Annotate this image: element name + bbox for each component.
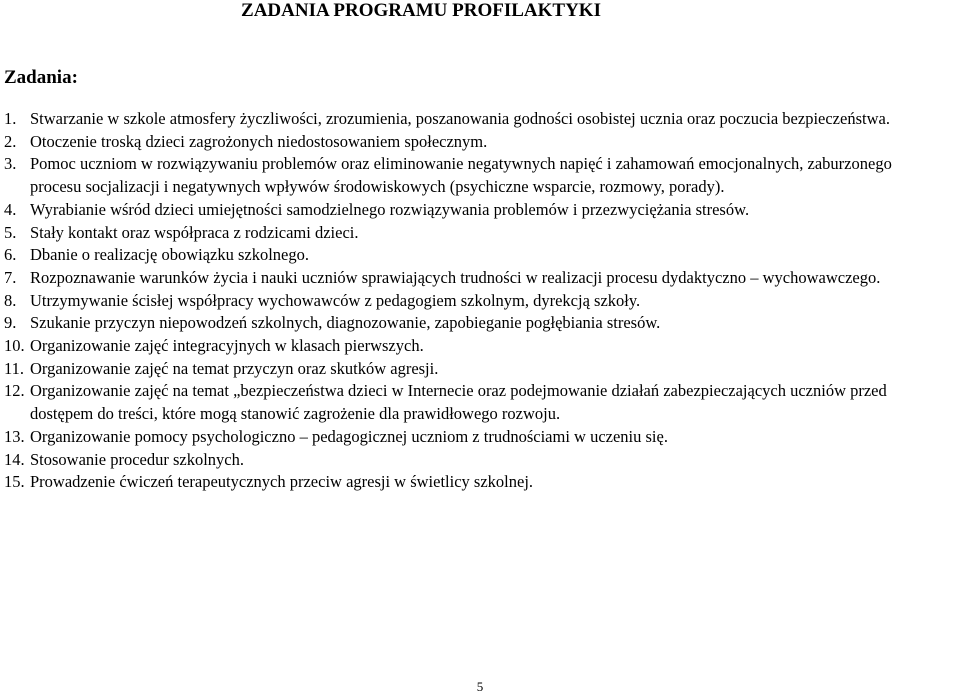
list-item-text: Stwarzanie w szkole atmosfery życzliwości, zrozumienia, poszanowania godności osobistej ucznia oraz poczucia bezpieczeństwa.	[30, 109, 890, 128]
page-number: 5	[476, 679, 484, 694]
list-item-text: Dbanie o realizację obowiązku szkolnego.	[30, 245, 310, 265]
list-item	[4, 358, 944, 381]
list-item-text: Organizowanie zajęć na temat przyczyn oraz skutków agresji.	[30, 358, 439, 378]
list-item-number: 13.	[4, 426, 25, 446]
list-item-number: 11.	[4, 358, 25, 378]
list-item-text: Prowadzenie ćwiczeń terapeutycznych przeciw agresji w świetlicy szkolnej.	[30, 472, 534, 492]
list-item-number: 8.	[4, 290, 17, 310]
list-item	[4, 244, 944, 267]
list-item-number: 6.	[4, 245, 17, 265]
list-item-text: Stosowanie procedur szkolnych.	[30, 449, 244, 469]
list-item	[4, 131, 944, 154]
list-item	[4, 290, 944, 313]
list-item	[4, 199, 944, 222]
list-item-text: Pomoc uczniom w rozwiązywaniu problemów oraz eliminowanie negatywnych napięć i zahamowań emocjonalnych, zaburzonego procesu socjalizacji i negatywnych wpływów środowiskowych (psychiczne wsparcie, rozmowy, porady).	[30, 154, 892, 197]
list-item-number: 5.	[4, 222, 17, 242]
list-item	[4, 335, 944, 358]
list-item-text: Organizowanie zajęć integracyjnych w klasach pierwszych.	[30, 336, 424, 356]
list-item	[4, 267, 944, 290]
list-item-text: Stały kontakt oraz współpraca z rodzicami dzieci.	[30, 222, 359, 242]
list-item-number: 7.	[4, 267, 17, 287]
list-item-number: 3.	[4, 154, 17, 174]
list-item-text: Utrzymywanie ścisłej współpracy wychowawców z pedagogiem szkolnym, dyrekcją szkoły.	[30, 290, 641, 310]
list-item-text: Organizowanie pomocy psychologiczno – pedagogicznej uczniom z trudnościami w uczeniu się.	[30, 426, 668, 446]
list-item	[4, 108, 944, 131]
list-item-text: Rozpoznawanie warunków życia i nauki uczniów sprawiających trudności w realizacji procesu dydaktyczno – wychowawczego.	[30, 267, 881, 287]
list-item-number: 1.	[4, 109, 17, 128]
list-item	[4, 153, 944, 198]
section-heading: Zadania:	[4, 67, 78, 88]
page-title: ZADANIA PROGRAMU PROFILAKTYKI	[241, 0, 601, 21]
list-item-number: 9.	[4, 313, 17, 333]
list-item-text: Otoczenie troską dzieci zagrożonych niedostosowaniem społecznym.	[30, 131, 488, 151]
list-item-number: 15.	[4, 472, 25, 492]
list-item-text: Szukanie przyczyn niepowodzeń szkolnych, diagnozowanie, zapobieganie pogłębiania stresów.	[30, 313, 661, 333]
list-item	[4, 471, 944, 494]
list-item	[4, 380, 944, 425]
list-item-number: 12.	[4, 381, 25, 401]
list-item-number: 10.	[4, 336, 25, 356]
list-item	[4, 449, 944, 472]
list-item-text: Organizowanie zajęć na temat „bezpieczeństwa dzieci w Internecie oraz podejmowanie działań zabezpieczających uczniów przed dostępem do treści, które mogą stanowić zagrożenie dla prawidłowego rozwoju.	[30, 381, 887, 424]
list-item-number: 2.	[4, 131, 17, 151]
list-item	[4, 426, 944, 449]
list-item-text: Wyrabianie wśród dzieci umiejętności samodzielnego rozwiązywania problemów i przezwyciężania stresów.	[30, 199, 750, 219]
task-list	[4, 108, 944, 494]
list-item-number: 4.	[4, 199, 17, 219]
list-item	[4, 312, 944, 335]
list-item-number: 14.	[4, 449, 25, 469]
list-item	[4, 222, 944, 245]
